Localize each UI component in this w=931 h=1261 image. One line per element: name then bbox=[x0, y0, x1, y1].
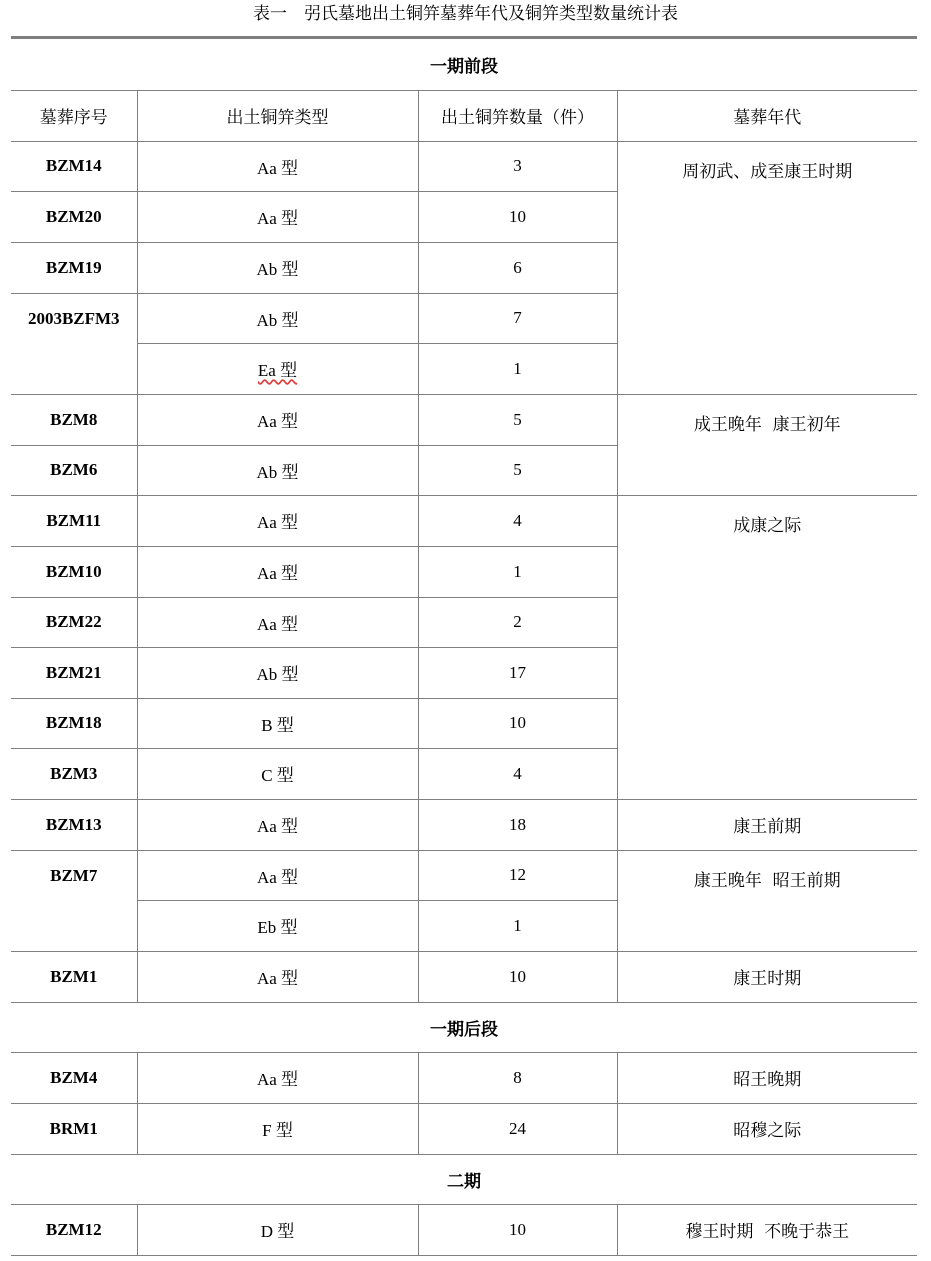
count-cell: 12 bbox=[418, 850, 617, 900]
table-row bbox=[11, 799, 917, 850]
tomb-id: BZM6 bbox=[11, 445, 137, 495]
section-row bbox=[11, 1002, 917, 1052]
section-row bbox=[11, 39, 917, 90]
type-cell: Aa 型 bbox=[137, 141, 418, 191]
count-cell: 5 bbox=[418, 394, 617, 445]
type-cell: C 型 bbox=[137, 748, 418, 799]
count-cell: 8 bbox=[418, 1052, 617, 1103]
table-row bbox=[11, 1204, 917, 1255]
table-row bbox=[11, 850, 917, 900]
count-cell: 6 bbox=[418, 242, 617, 293]
count-cell: 10 bbox=[418, 698, 617, 748]
column-header: 墓葬序号 bbox=[11, 90, 137, 141]
section-label: 一期后段 bbox=[11, 1002, 917, 1052]
period-cell: 康王前期 bbox=[617, 799, 917, 850]
count-cell: 2 bbox=[418, 597, 617, 647]
tomb-id: BZM18 bbox=[11, 698, 137, 748]
type-cell: Ab 型 bbox=[137, 647, 418, 698]
count-cell: 1 bbox=[418, 546, 617, 597]
statistics-table bbox=[11, 39, 917, 1256]
tomb-id: BZM20 bbox=[11, 191, 137, 242]
period-cell: 昭王晚期 bbox=[617, 1052, 917, 1103]
period-cell: 康王晚年 昭王前期 bbox=[617, 850, 917, 951]
type-cell: Eb 型 bbox=[137, 900, 418, 951]
count-cell: 1 bbox=[418, 343, 617, 394]
table-row bbox=[11, 1052, 917, 1103]
period-cell: 周初武、成至康王时期 bbox=[617, 141, 917, 394]
type-text: Ea 型 bbox=[257, 361, 298, 380]
type-cell: Aa 型 bbox=[137, 495, 418, 546]
count-cell: 10 bbox=[418, 1204, 617, 1255]
type-cell: Aa 型 bbox=[137, 597, 418, 647]
tomb-id: BZM1 bbox=[11, 951, 137, 1002]
type-cell: F 型 bbox=[137, 1103, 418, 1154]
count-cell: 10 bbox=[418, 951, 617, 1002]
table-row bbox=[11, 951, 917, 1002]
table-row bbox=[11, 394, 917, 445]
column-header: 出土铜笄数量（件） bbox=[418, 90, 617, 141]
count-cell: 1 bbox=[418, 900, 617, 951]
column-header: 墓葬年代 bbox=[617, 90, 917, 141]
count-cell: 5 bbox=[418, 445, 617, 495]
tomb-id: BZM3 bbox=[11, 748, 137, 799]
period-cell: 成康之际 bbox=[617, 495, 917, 799]
count-cell: 17 bbox=[418, 647, 617, 698]
tomb-id: BRM1 bbox=[11, 1103, 137, 1154]
tomb-id: BZM7 bbox=[11, 850, 137, 951]
tomb-id: BZM21 bbox=[11, 647, 137, 698]
tomb-id: BZM11 bbox=[11, 495, 137, 546]
type-cell: Aa 型 bbox=[137, 394, 418, 445]
section-label: 二期 bbox=[11, 1154, 917, 1204]
type-cell: Aa 型 bbox=[137, 850, 418, 900]
period-cell: 昭穆之际 bbox=[617, 1103, 917, 1154]
tomb-id: BZM19 bbox=[11, 242, 137, 293]
count-cell: 24 bbox=[418, 1103, 617, 1154]
tomb-id: 2003BZFM3 bbox=[11, 293, 137, 394]
table-title: 表一 弜氏墓地出土铜笄墓葬年代及铜笄类型数量统计表 bbox=[253, 4, 678, 24]
tomb-id: BZM13 bbox=[11, 799, 137, 850]
count-cell: 7 bbox=[418, 293, 617, 343]
period-cell: 穆王时期 不晚于恭王 bbox=[617, 1204, 917, 1255]
header-row bbox=[11, 90, 917, 141]
table-row bbox=[11, 141, 917, 191]
period-cell: 康王时期 bbox=[617, 951, 917, 1002]
count-cell: 4 bbox=[418, 495, 617, 546]
tomb-id: BZM10 bbox=[11, 546, 137, 597]
type-cell: Aa 型 bbox=[137, 951, 418, 1002]
column-header: 出土铜笄类型 bbox=[137, 90, 418, 141]
table-row bbox=[11, 495, 917, 546]
count-cell: 4 bbox=[418, 748, 617, 799]
tomb-id: BZM12 bbox=[11, 1204, 137, 1255]
tomb-id: BZM8 bbox=[11, 394, 137, 445]
tomb-id: BZM4 bbox=[11, 1052, 137, 1103]
type-cell: Aa 型 bbox=[137, 191, 418, 242]
count-cell: 18 bbox=[418, 799, 617, 850]
count-cell: 10 bbox=[418, 191, 617, 242]
type-cell: Ab 型 bbox=[137, 445, 418, 495]
type-cell: Ab 型 bbox=[137, 293, 418, 343]
type-cell: B 型 bbox=[137, 698, 418, 748]
section-label: 一期前段 bbox=[11, 39, 917, 90]
section-row bbox=[11, 1154, 917, 1204]
tomb-id: BZM14 bbox=[11, 141, 137, 191]
type-cell bbox=[137, 343, 418, 394]
type-cell: Aa 型 bbox=[137, 1052, 418, 1103]
type-cell: Aa 型 bbox=[137, 799, 418, 850]
table-row bbox=[11, 1103, 917, 1154]
period-cell: 成王晚年 康王初年 bbox=[617, 394, 917, 495]
tomb-id: BZM22 bbox=[11, 597, 137, 647]
type-cell: Aa 型 bbox=[137, 546, 418, 597]
type-cell: Ab 型 bbox=[137, 242, 418, 293]
type-cell: D 型 bbox=[137, 1204, 418, 1255]
count-cell: 3 bbox=[418, 141, 617, 191]
